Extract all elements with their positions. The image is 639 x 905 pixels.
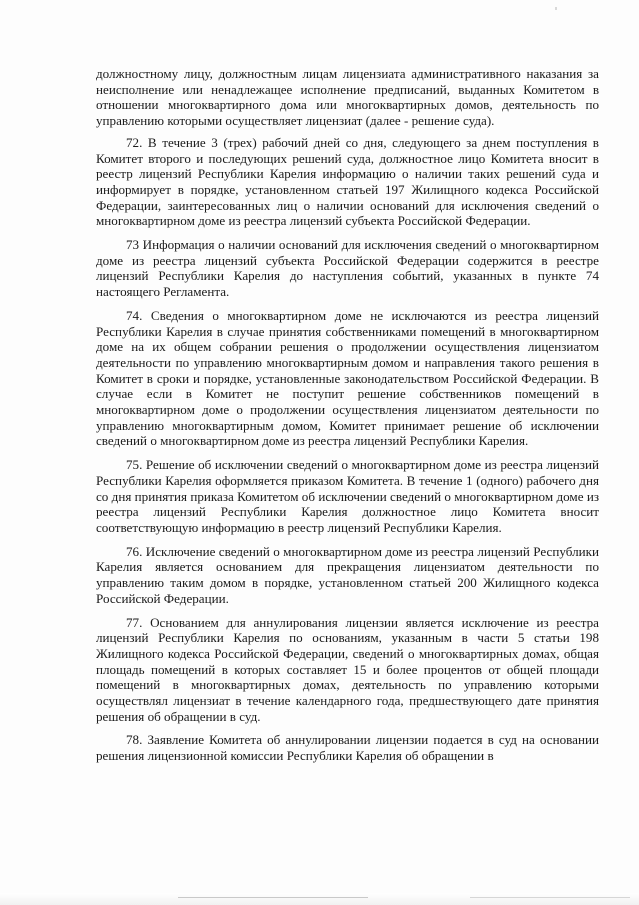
paragraph-72: 72. В течение 3 (трех) рабочий дней со дня, следующего за днем поступления в Комитет второго и последующих решений суда, должностное лицо Комитета вносит в реестр лицензий Республики Карелия информацию о наличии таких решений суда и информирует в порядке, установленном статьей 197 Жилищного кодекса Российской Федерации, заинтересованных лиц о наличии оснований для исключения сведений о многоквартирном доме из реестра лицензий субъекта Российской Федерации. (96, 134, 599, 229)
paragraph-73: 73 Информация о наличии оснований для исключения сведений о многоквартирном доме из реестра лицензий субъекта Российской Федерации содержится в реестре лицензий Республики Карелия до наступления событий, указанных в пункте 74 настоящего Регламента. (96, 237, 599, 300)
scan-edge-line (178, 897, 368, 898)
scan-edge-line (470, 897, 630, 898)
scan-artifact (555, 7, 557, 10)
paragraph-76: 76. Исключение сведений о многоквартирном доме из реестра лицензий Республики Карелия является основанием для прекращения лицензиатом деятельности по управлению таким домом в порядке, установленном статьей 200 Жилищного кодекса Российской Федерации. (96, 543, 599, 606)
paragraph-74: 74. Сведения о многоквартирном доме не исключаются из реестра лицензий Республики Карелия в случае принятия собственниками помещений в многоквартирном доме на их общем собрании решения о продолжении осуществления лицензиатом деятельности по управлению многоквартирным домом и направления такого решения в Комитет в сроки и порядке, установленные законодательством Российской Федерации. В случае если в Комитет не поступит решение собственников помещений в многоквартирном доме о продолжении осуществления лицензиатом деятельности по управлению многоквартирным домом, Комитет принимает решение об исключении сведений о многоквартирном доме из реестра лицензий Республики Карелия. (96, 307, 599, 449)
paragraph-78: 78. Заявление Комитета об аннулировании лицензии подается в суд на основании решения лицензионной комиссии Республики Карелия об обращении в (96, 732, 599, 764)
paragraph-77: 77. Основанием для аннулирования лицензии является исключение из реестра лицензий Республики Карелия по основаниям, указанным в части 5 статьи 198 Жилищного кодекса Российской Федерации, сведений о многоквартирных домах, общая площадь помещений в которых составляет 15 и более процентов от общей площади помещений в многоквартирных домах, деятельность по управлению которыми осуществлял лицензиат в течение календарного года, предшествующего дате принятия решения об обращении в суд. (96, 614, 599, 724)
document-body (96, 66, 599, 772)
paragraph-continuation: должностному лицу, должностным лицам лицензиата административного наказания за неисполнение или ненадлежащее исполнение предписаний, выданных Комитетом в отношении многоквартирного дома или многоквартирных домов, деятельность по управлению которыми осуществляет лицензиат (далее - решение суда). (96, 66, 599, 129)
paragraph-75: 75. Решение об исключении сведений о многоквартирном доме из реестра лицензий Республики Карелия оформляется приказом Комитета. В течение 1 (одного) рабочего дня со дня принятия приказа Комитетом об исключении сведений о многоквартирном доме из реестра лицензий Республики Карелия должностное лицо Комитета вносит соответствующую информацию в реестр лицензий Республики Карелия. (96, 457, 599, 535)
scan-bottom-edge (0, 893, 639, 905)
